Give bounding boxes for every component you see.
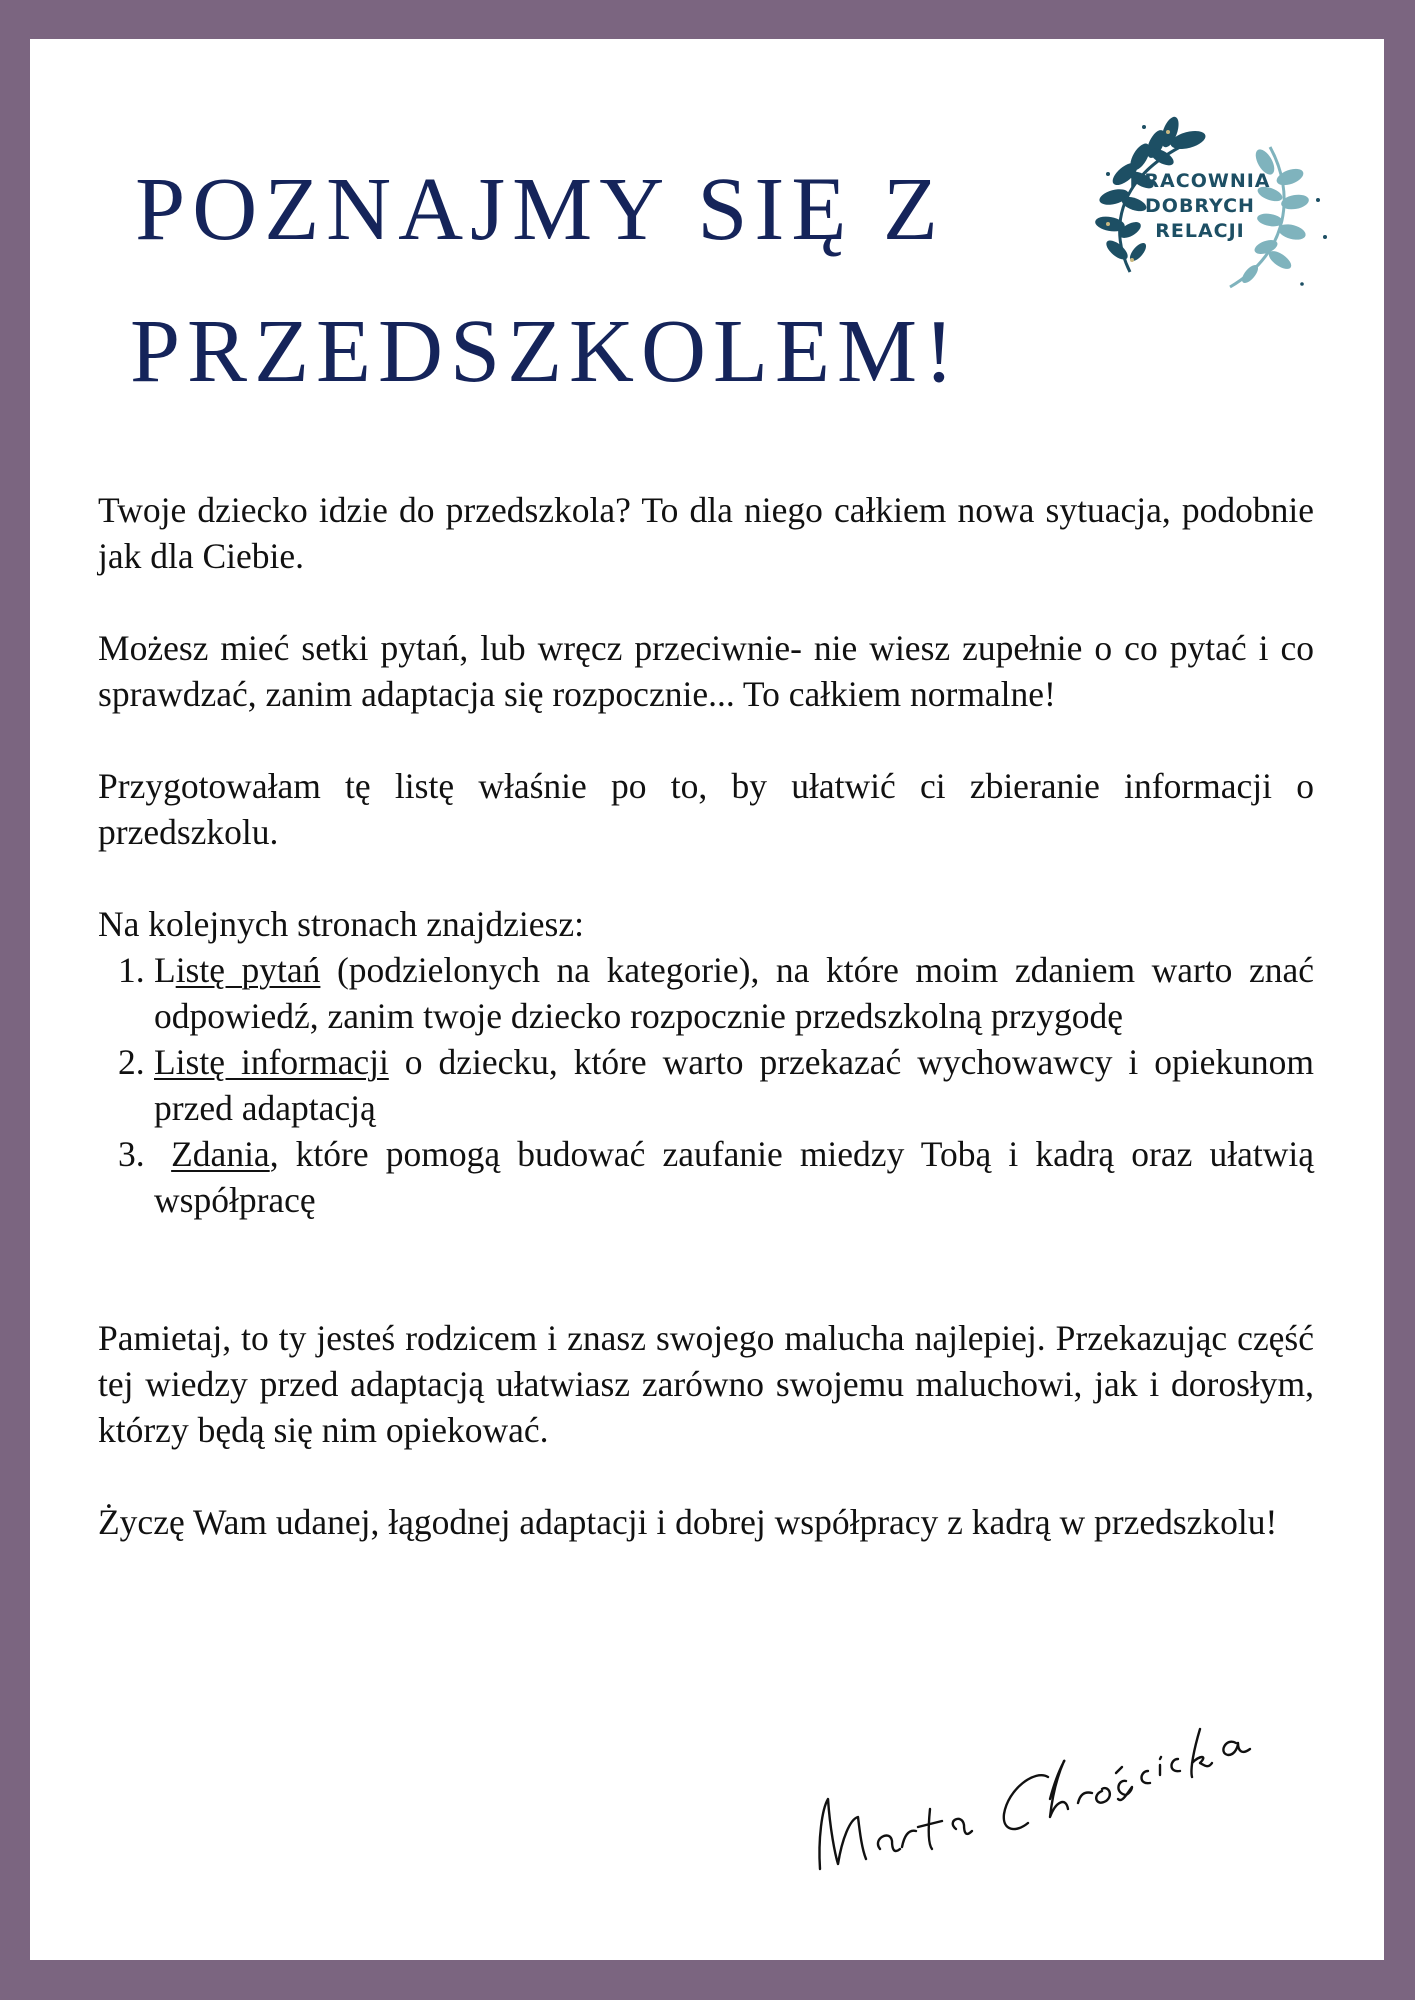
list-item bbox=[98, 1131, 1314, 1223]
list-number: 2. bbox=[118, 1042, 145, 1082]
list-item bbox=[98, 1039, 1314, 1131]
signature bbox=[780, 1699, 1300, 1919]
list-item-lead bbox=[154, 1134, 171, 1174]
list-number: 1. bbox=[118, 950, 145, 990]
title-line-1: POZNAJMY SIĘ Z bbox=[135, 160, 945, 259]
logo-line-3: RELACJI bbox=[1155, 219, 1245, 242]
list-item-text: o dziecku, które warto przekazać wychowawcy i opiekunom przed adaptacją bbox=[154, 1042, 1314, 1128]
list-item-text: (podzielonych na kategorie), na które moim zdaniem warto znać odpowiedź, zanim twoje dziecko rozpocznie przedszkolną przygodę bbox=[154, 950, 1314, 1036]
logo-text bbox=[1070, 102, 1330, 302]
list-item-text: , które pomogą budować zaufanie miedzy Tobą i kadrą oraz ułatwią współpracę bbox=[154, 1134, 1314, 1220]
logo-line-1: PRACOWNIA bbox=[1129, 169, 1271, 192]
title-line-2: PRZEDSZKOLEM! bbox=[130, 302, 961, 401]
contents-list bbox=[98, 947, 1314, 1223]
purpose-paragraph: Przygotowałam tę listę właśnie po to, by ułatwić ci zbieranie informacji o przedszkolu. bbox=[98, 766, 1314, 852]
document-page bbox=[30, 39, 1384, 1960]
list-item-link: Listę informacji bbox=[154, 1042, 389, 1082]
logo-line-2: DOBRYCH bbox=[1145, 194, 1255, 217]
document-body bbox=[98, 487, 1314, 1545]
logo bbox=[1070, 102, 1330, 302]
questions-paragraph: Możesz mieć setki pytań, lub wręcz przeciwnie- nie wiesz zupełnie o co pytać i co sprawdzać, zanim adaptacja się rozpocznie... To całkiem normalne! bbox=[98, 628, 1314, 714]
list-intro: Na kolejnych stronach znajdziesz: bbox=[98, 904, 584, 944]
page-title bbox=[130, 139, 961, 423]
list-item-lead: L bbox=[154, 950, 176, 990]
list-number: 3. bbox=[118, 1134, 145, 1174]
list-item bbox=[98, 947, 1314, 1039]
wishes-paragraph: Życzę Wam udanej, łągodnej adaptacji i dobrej współpracy z kadrą w przedszkolu! bbox=[98, 1502, 1278, 1542]
list-item-link: Zdania bbox=[171, 1134, 270, 1174]
intro-paragraph: Twoje dziecko idzie do przedszkola? To dla niego całkiem nowa sytuacja, podobnie jak dla Ciebie. bbox=[98, 490, 1314, 576]
list-item-link: istę pytań bbox=[175, 950, 321, 990]
closing-paragraph: Pamietaj, to ty jesteś rodzicem i znasz swojego malucha najlepiej. Przekazując część tej wiedzy przed adaptacją ułatwiasz zarówno swojemu maluchowi, jak i dorosłym, którzy będą się nim opiekować. bbox=[98, 1318, 1314, 1450]
